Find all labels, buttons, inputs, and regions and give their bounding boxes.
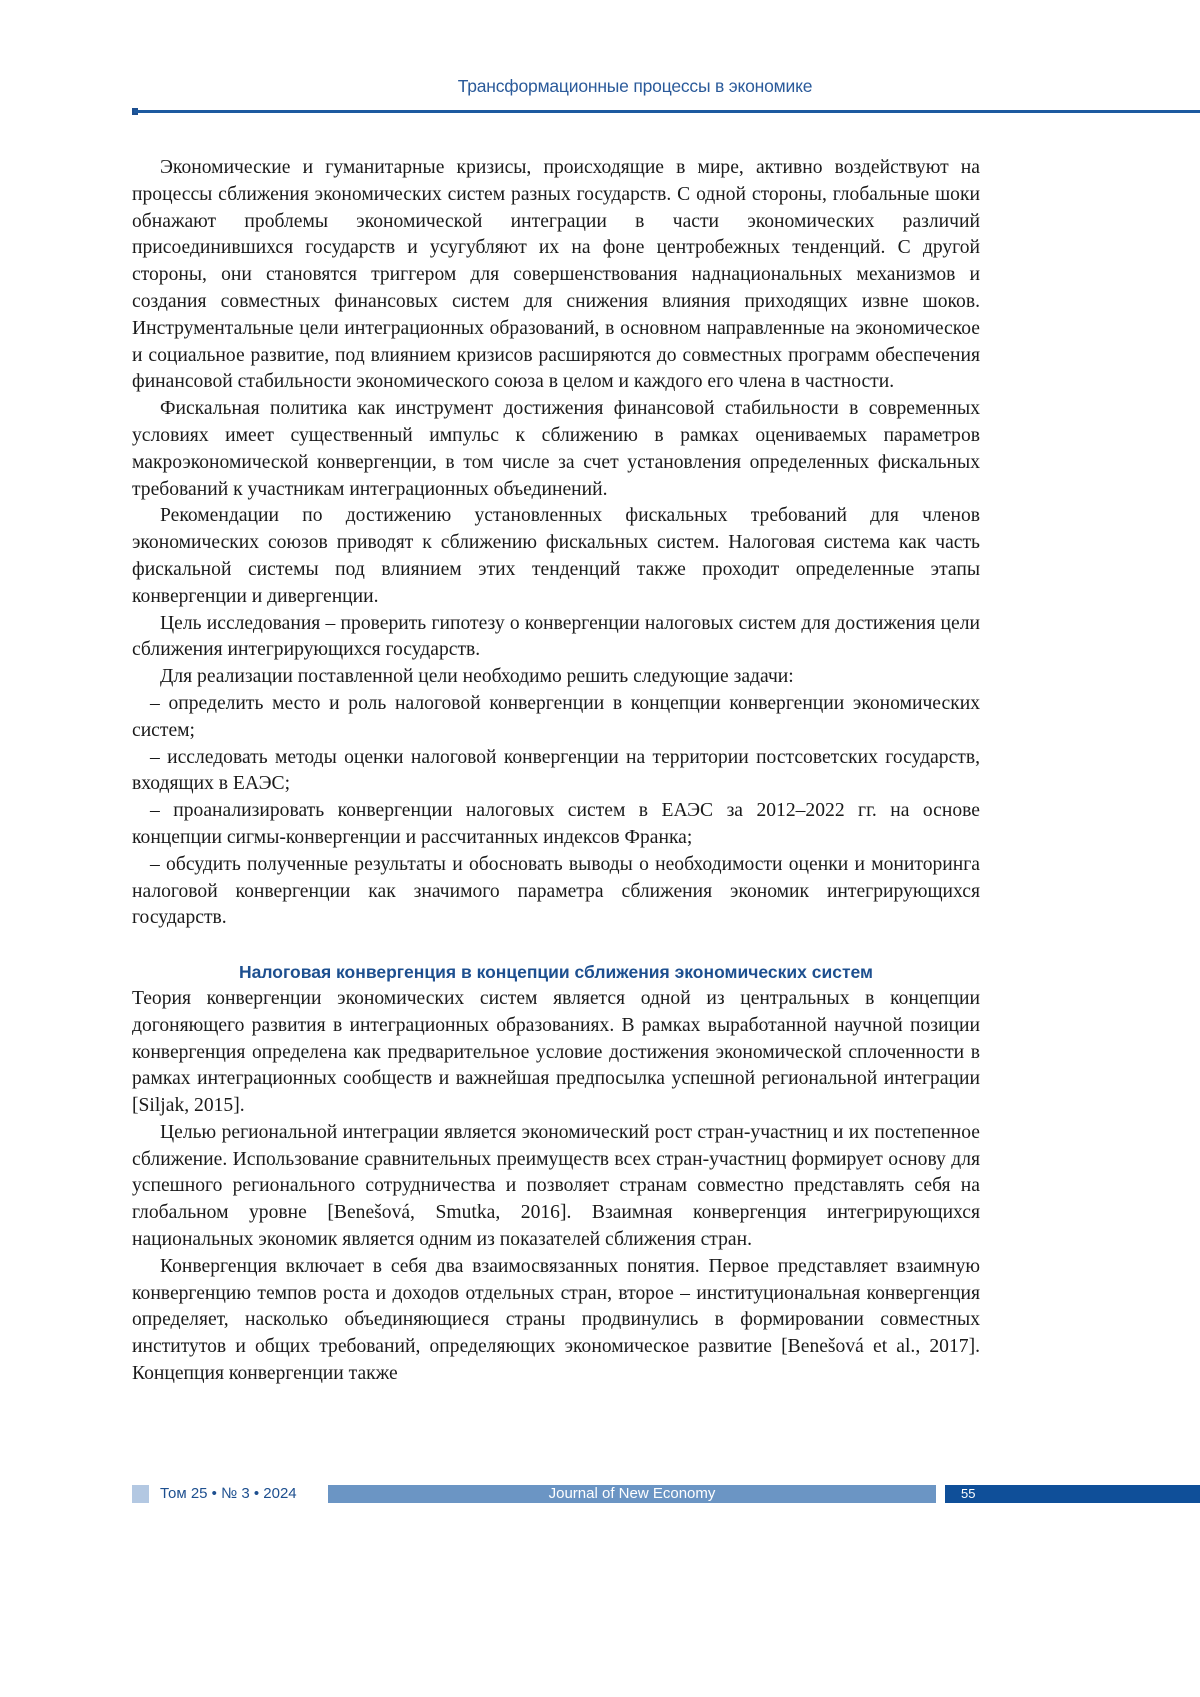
task-item: – обсудить полученные результаты и обосновать выводы о необходимости оценки и мониторинга налоговой конвергенции как значимого параметра сближения экономик интегрирующихся государств.	[132, 852, 980, 932]
paragraph: Целью региональной интеграции является экономический рост стран-участниц и их постепенное сближение. Использование сравнительных преимуществ всех стран-участниц формирует основу для успешного регионального сотрудничества и позволяет странам совместно представлять себя на глобальном уровне [Benešová, Smutka, 2016]. Взаимная конвергенция интегрирующихся национальных экономик является одним из показателей сближения стран.	[132, 1120, 980, 1254]
article-body	[132, 155, 980, 1388]
header-rule	[134, 110, 1200, 113]
footer-marker	[132, 1485, 149, 1503]
journal-name: Journal of New Economy	[328, 1485, 936, 1503]
paragraph: Рекомендации по достижению установленных фискальных требований для членов экономических союзов приводят к сближению фискальных систем. Налоговая система как часть фискальной системы под влиянием этих тенденций также проходит определенные этапы конвергенции и дивергенции.	[132, 503, 980, 610]
task-item: – исследовать методы оценки налоговой конвергенции на территории постсоветских государств, входящих в ЕАЭС;	[132, 745, 980, 799]
paragraph: Конвергенция включает в себя два взаимосвязанных понятия. Первое представляет взаимную конвергенцию темпов роста и доходов отдельных стран, второе – институциональная конвергенция определяет, насколько объединяющиеся страны продвинулись в формировании совместных институтов и общих требований, определяющих экономическое развитие [Benešová et al., 2017]. Концепция конвергенции также	[132, 1254, 980, 1388]
paragraph: Фискальная политика как инструмент достижения финансовой стабильности в современных условиях имеет существенный импульс к сближению в рамках оцениваемых параметров макроэкономической конвергенции, в том числе за счет установления определенных фискальных требований к участникам интеграционных объединений.	[132, 396, 980, 503]
issue-info: Том 25 • № 3 • 2024	[160, 1485, 297, 1503]
task-item: – определить место и роль налоговой конвергенции в концепции конвергенции экономических систем;	[132, 691, 980, 745]
running-title: Трансформационные процессы в экономике	[0, 76, 1200, 97]
page-number: 55	[945, 1485, 1200, 1503]
paragraph: Для реализации поставленной цели необходимо решить следующие задачи:	[132, 664, 980, 691]
task-item: – проанализировать конвергенции налоговых систем в ЕАЭС за 2012–2022 гг. на основе концепции сигмы-конвергенции и рассчитанных индексов Франка;	[132, 798, 980, 852]
section-heading: Налоговая конвергенция в концепции сближения экономических систем	[132, 959, 980, 986]
paragraph: Экономические и гуманитарные кризисы, происходящие в мире, активно воздействуют на процессы сближения экономических систем разных государств. С одной стороны, глобальные шоки обнажают проблемы экономической интеграции в части экономических различий присоединившихся государств и усугубляют их на фоне центробежных тенденций. С другой стороны, они становятся триггером для совершенствования наднациональных механизмов и создания совместных финансовых систем для снижения влияния приходящих извне шоков. Инструментальные цели интеграционных образований, в основном направленные на экономическое и социальное развитие, под влиянием кризисов расширяются до совместных программ обеспечения финансовой стабильности экономического союза в целом и каждого его члена в частности.	[132, 155, 980, 396]
paragraph: Цель исследования – проверить гипотезу о конвергенции налоговых систем для достижения цели сближения интегрирующихся государств.	[132, 611, 980, 665]
paragraph: Теория конвергенции экономических систем является одной из центральных в концепции догоняющего развития в интеграционных образованиях. В рамках выработанной научной позиции конвергенция определена как предварительное условие достижения экономической сплоченности в рамках интеграционных сообществ и важнейшая предпосылка успешной региональной интеграции [Siljak, 2015].	[132, 986, 980, 1120]
page-footer	[132, 1485, 1200, 1503]
